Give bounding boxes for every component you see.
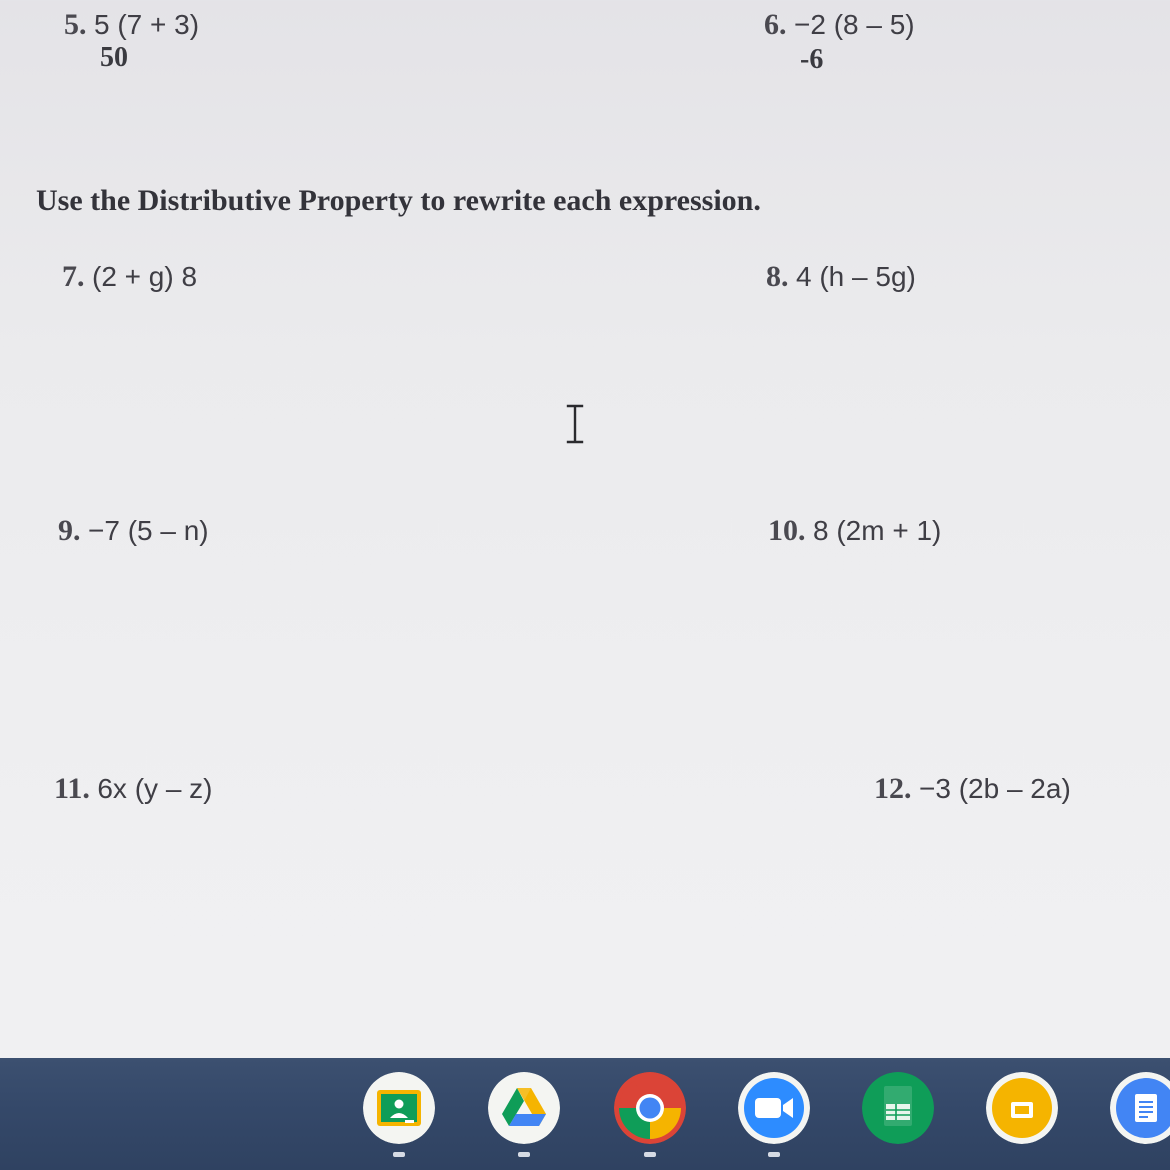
problem-expression: (2 + g) 8 bbox=[92, 261, 198, 292]
instruction-heading: Use the Distributive Property to rewrite each expression. bbox=[36, 184, 761, 217]
problem-number: 9. bbox=[58, 514, 81, 547]
problem-10[interactable] bbox=[768, 514, 941, 548]
problem-expression: 8 (2m + 1) bbox=[813, 515, 942, 546]
problem-5 bbox=[64, 8, 199, 42]
problem-number: 7. bbox=[62, 260, 85, 293]
chrome-icon[interactable] bbox=[614, 1072, 686, 1144]
google-slides-icon[interactable] bbox=[986, 1072, 1058, 1144]
problem-expression: 4 (h – 5g) bbox=[796, 261, 916, 292]
problem-number: 5. bbox=[64, 8, 87, 41]
problem-expression: −2 (8 – 5) bbox=[794, 9, 915, 40]
problem-expression: −3 (2b – 2a) bbox=[919, 773, 1071, 804]
problem-number: 10. bbox=[768, 514, 806, 547]
google-drive-icon[interactable] bbox=[488, 1072, 560, 1144]
running-indicator bbox=[393, 1152, 405, 1157]
problem-number: 11. bbox=[54, 772, 90, 805]
problem-expression: 6x (y – z) bbox=[97, 773, 213, 804]
problem-expression: 5 (7 + 3) bbox=[94, 9, 200, 40]
problem-8[interactable] bbox=[766, 260, 916, 294]
problem-6-answer: -6 bbox=[800, 44, 824, 75]
problem-11[interactable] bbox=[54, 772, 213, 806]
text-cursor-icon bbox=[566, 404, 584, 444]
running-indicator bbox=[768, 1152, 780, 1157]
google-classroom-icon[interactable] bbox=[363, 1072, 435, 1144]
problem-number: 6. bbox=[764, 8, 787, 41]
zoom-icon[interactable] bbox=[738, 1072, 810, 1144]
problem-6 bbox=[764, 8, 915, 42]
running-indicator bbox=[644, 1152, 656, 1157]
running-indicator bbox=[518, 1152, 530, 1157]
problem-12[interactable] bbox=[874, 772, 1071, 806]
problem-5-answer: 50 bbox=[100, 42, 128, 73]
problem-9[interactable] bbox=[58, 514, 209, 548]
problem-expression: −7 (5 – n) bbox=[88, 515, 209, 546]
problem-7[interactable] bbox=[62, 260, 197, 294]
problem-number: 12. bbox=[874, 772, 912, 805]
problem-number: 8. bbox=[766, 260, 789, 293]
google-sheets-icon[interactable] bbox=[862, 1072, 934, 1144]
